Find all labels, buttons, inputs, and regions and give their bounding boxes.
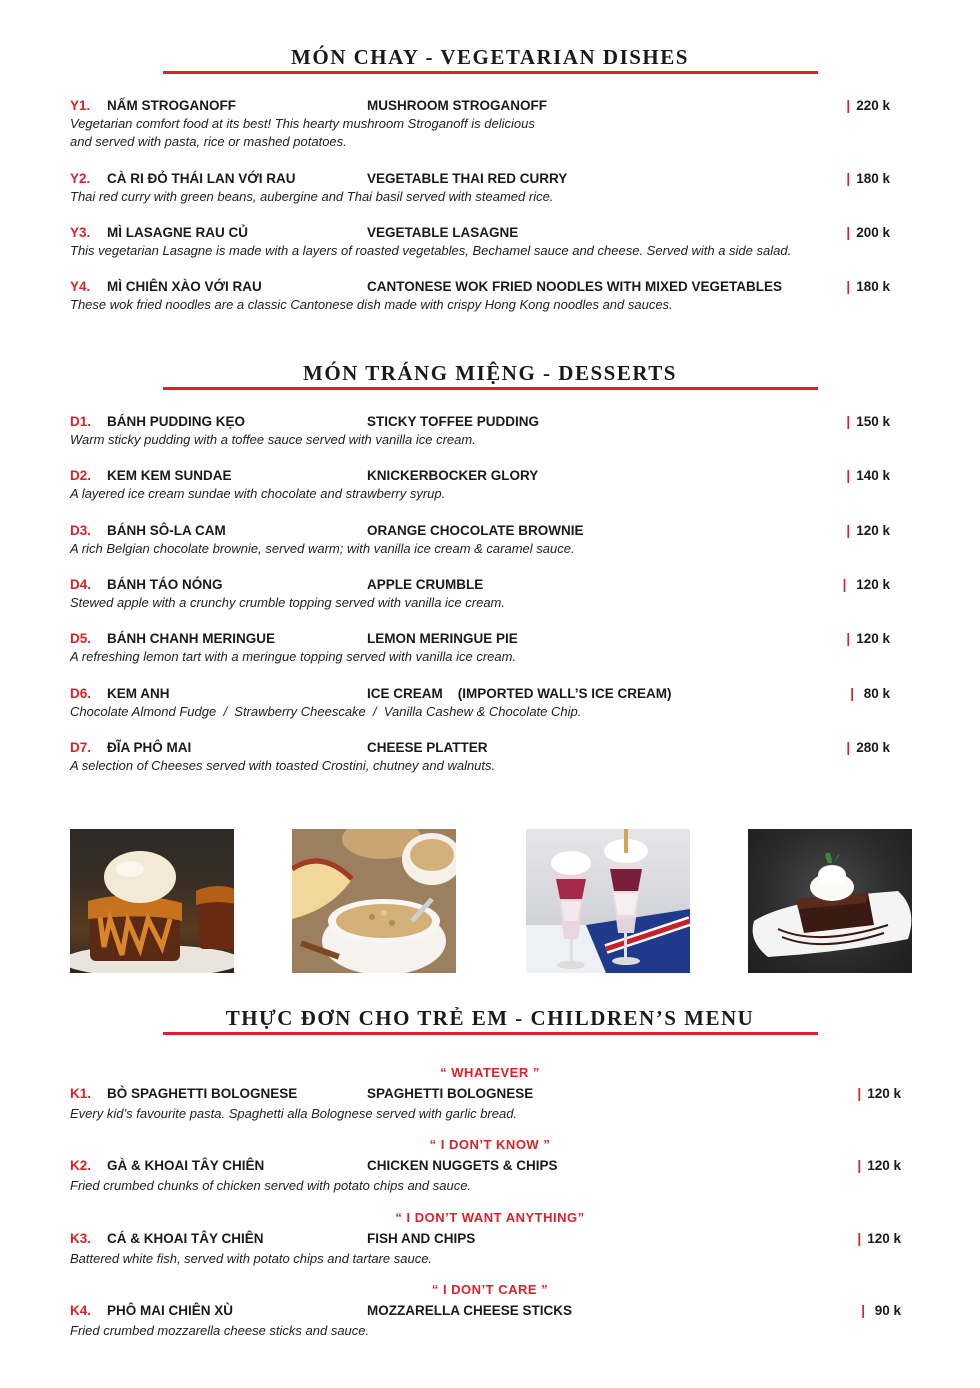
knickerbocker-glory-illustration [526,829,690,973]
item-code: Y1. [70,98,91,113]
menu-item-y1 [70,97,910,151]
item-name-vn: MÌ CHIÊN XÀO VỚI RAU [107,279,262,294]
price-value: 140 k [856,468,890,483]
kids-tagline-k1: “ WHATEVER ” [440,1065,540,1080]
item-description: Chocolate Almond Fudge / Strawberry Cheescake / Vanilla Cashew & Chocolate Chip. [70,704,582,719]
price-divider: | [857,1231,862,1246]
chocolate-brownie-photo [748,829,912,973]
item-name-vn: GÀ & KHOAI TÂY CHIÊN [107,1158,265,1173]
price-value: 180 k [856,171,890,186]
item-name-en: ORANGE CHOCOLATE BROWNIE [367,523,584,538]
price-value: 200 k [856,225,890,240]
menu-item-d2 [70,467,910,503]
desserts-title: MÓN TRÁNG MIỆNG - DESSERTS [303,361,677,385]
item-price [846,413,890,431]
item-code: Y4. [70,279,91,294]
item-description: Fried crumbed chunks of chicken served with potato chips and sauce. [70,1178,472,1193]
menu-item-d3 [70,522,910,558]
price-divider: | [846,98,851,113]
menu-item-k2 [70,1157,910,1195]
item-name-en: STICKY TOFFEE PUDDING [367,414,540,429]
item-code: D6. [70,686,92,701]
item-name-vn: BÒ SPAGHETTI BOLOGNESE [107,1086,298,1101]
item-price [857,1230,901,1248]
price-divider: | [846,631,851,646]
price-value: 120 k [852,577,890,592]
price-value: 220 k [856,98,890,113]
item-description: Vegetarian comfort food at its best! This hearty mushroom Stroganoff is delicious [70,116,535,131]
item-description: This vegetarian Lasagne is made with a layers of roasted vegetables, Bechamel sauce and cheese. Served with a side salad. [70,243,792,258]
menu-item-k1 [70,1085,910,1123]
price-value: 150 k [856,414,890,429]
item-name-vn: BÁNH PUDDING KẸO [107,414,246,429]
item-name-vn: KEM ANH [107,686,170,701]
item-name-en: KNICKERBOCKER GLORY [367,468,539,483]
item-price [846,630,890,648]
price-divider: | [861,1303,865,1318]
item-name-vn: ĐĨA PHÔ MAI [107,740,192,755]
item-name-en: FISH AND CHIPS [367,1231,476,1246]
chocolate-brownie-illustration [748,829,912,973]
item-code: Y3. [70,225,91,240]
item-name-vn: MÌ LASAGNE RAU CỦ [107,225,248,240]
item-code: K4. [70,1303,92,1318]
item-description: Battered white fish, served with potato chips and tartare sauce. [70,1251,433,1266]
menu-item-d4 [70,576,910,612]
price-value: 120 k [867,1086,901,1101]
item-name-vn: NẤM STROGANOFF [107,98,236,113]
price-value: 120 k [856,523,890,538]
item-name-vn: CÁ & KHOAI TÂY CHIÊN [107,1231,264,1246]
price-divider: | [857,1086,862,1101]
price-divider: | [846,225,851,240]
item-code: D1. [70,414,92,429]
price-divider: | [846,523,851,538]
item-name-en: APPLE CRUMBLE [367,577,484,592]
item-price [846,522,890,540]
item-code: K1. [70,1086,92,1101]
price-divider: | [846,279,851,294]
item-name-vn: BÁNH TÁO NÓNG [107,577,223,592]
item-description: Warm sticky pudding with a toffee sauce served with vanilla ice cream. [70,432,476,447]
price-value: 120 k [867,1231,901,1246]
item-price [857,1157,901,1175]
item-description: Stewed apple with a crunchy crumble topping served with vanilla ice cream. [70,595,505,610]
item-price [843,576,890,594]
item-name-vn: BÁNH SÔ-LA CAM [107,523,226,538]
item-description: A refreshing lemon tart with a meringue topping served with vanilla ice cream. [70,649,517,664]
item-name-en: CANTONESE WOK FRIED NOODLES WITH MIXED VEGETABLES [367,279,783,294]
kids-title: THỰC ĐƠN CHO TRẺ EM - CHILDREN’S MENU [225,1006,755,1030]
item-name-vn: CÀ RI ĐỎ THÁI LAN VỚI RAU [107,171,296,186]
menu-item-y4 [70,278,910,314]
item-code: Y2. [70,171,91,186]
price-divider: | [846,740,851,755]
menu-item-d7 [70,739,910,775]
item-code: K2. [70,1158,92,1173]
item-description: These wok fried noodles are a classic Cantonese dish made with crispy Hong Kong noodles and sauces. [70,297,673,312]
item-description: A layered ice cream sundae with chocolate and strawberry syrup. [70,486,446,501]
price-divider: | [846,171,851,186]
menu-item-d1 [70,413,910,449]
item-name-en: CHEESE PLATTER [367,740,488,755]
item-name-en: ICE CREAM (IMPORTED WALL’S ICE CREAM) [367,686,672,701]
vegetarian-title: MÓN CHAY - VEGETARIAN DISHES [291,45,689,69]
item-name-en: MUSHROOM STROGANOFF [367,98,547,113]
item-name-en: SPAGHETTI BOLOGNESE [367,1086,534,1101]
kids-tagline-k2: “ I DON’T KNOW ” [429,1137,551,1152]
desserts-rule [163,387,818,390]
item-name-vn: BÁNH CHANH MERINGUE [107,631,275,646]
price-divider: | [842,577,847,592]
kids-rule [163,1032,818,1035]
price-value: 90 k [870,1303,901,1318]
price-divider: | [846,414,851,429]
item-code: D7. [70,740,92,755]
item-name-en: VEGETABLE THAI RED CURRY [367,171,568,186]
item-name-en: LEMON MERINGUE PIE [367,631,518,646]
item-name-vn: PHÔ MAI CHIÊN XÙ [107,1303,234,1318]
item-price [857,1085,901,1103]
menu-item-k4 [70,1302,910,1340]
price-divider: | [846,468,851,483]
price-value: 280 k [856,740,890,755]
price-value: 80 k [859,686,890,701]
item-code: K3. [70,1231,92,1246]
item-code: D4. [70,577,92,592]
price-value: 120 k [867,1158,901,1173]
knickerbocker-glory-photo [526,829,690,973]
item-price [846,467,890,485]
item-description: A rich Belgian chocolate brownie, served warm; with vanilla ice cream & caramel sauce. [70,541,575,556]
vegetarian-rule [163,71,818,74]
item-name-vn: KEM KEM SUNDAE [107,468,232,483]
sticky-toffee-pudding-photo [70,829,234,973]
apple-crumble-illustration [292,829,456,973]
item-description: Thai red curry with green beans, aubergine and Thai basil served with steamed rice. [70,189,554,204]
item-description: A selection of Cheeses served with toasted Crostini, chutney and walnuts. [70,758,496,773]
item-name-en: VEGETABLE LASAGNE [367,225,519,240]
item-name-en: CHICKEN NUGGETS & CHIPS [367,1158,558,1173]
item-description: Every kid’s favourite pasta. Spaghetti alla Bolognese served with garlic bread. [70,1106,518,1121]
item-code: D3. [70,523,92,538]
price-value: 180 k [856,279,890,294]
item-price [861,1302,901,1320]
kids-tagline-k4: “ I DON’T CARE ” [431,1282,549,1297]
menu-item-k3 [70,1230,910,1268]
item-price [846,278,890,296]
menu-item-d5 [70,630,910,666]
item-price [846,97,890,115]
item-price [846,739,890,757]
price-divider: | [850,686,854,701]
item-price [850,685,890,703]
item-price [846,170,890,188]
item-code: D2. [70,468,92,483]
kids-tagline-k3: “ I DON’T WANT ANYTHING” [395,1210,585,1225]
apple-crumble-photo [292,829,456,973]
price-divider: | [857,1158,862,1173]
menu-item-y2 [70,170,910,206]
menu-item-d6 [70,685,910,721]
menu-item-y3 [70,224,910,260]
item-description-line2: and served with pasta, rice or mashed potatoes. [70,134,347,149]
item-code: D5. [70,631,92,646]
price-value: 120 k [856,631,890,646]
sticky-toffee-pudding-illustration [70,829,234,973]
item-description: Fried crumbed mozzarella cheese sticks and sauce. [70,1323,370,1338]
item-price [846,224,890,242]
item-name-en: MOZZARELLA CHEESE STICKS [367,1303,573,1318]
